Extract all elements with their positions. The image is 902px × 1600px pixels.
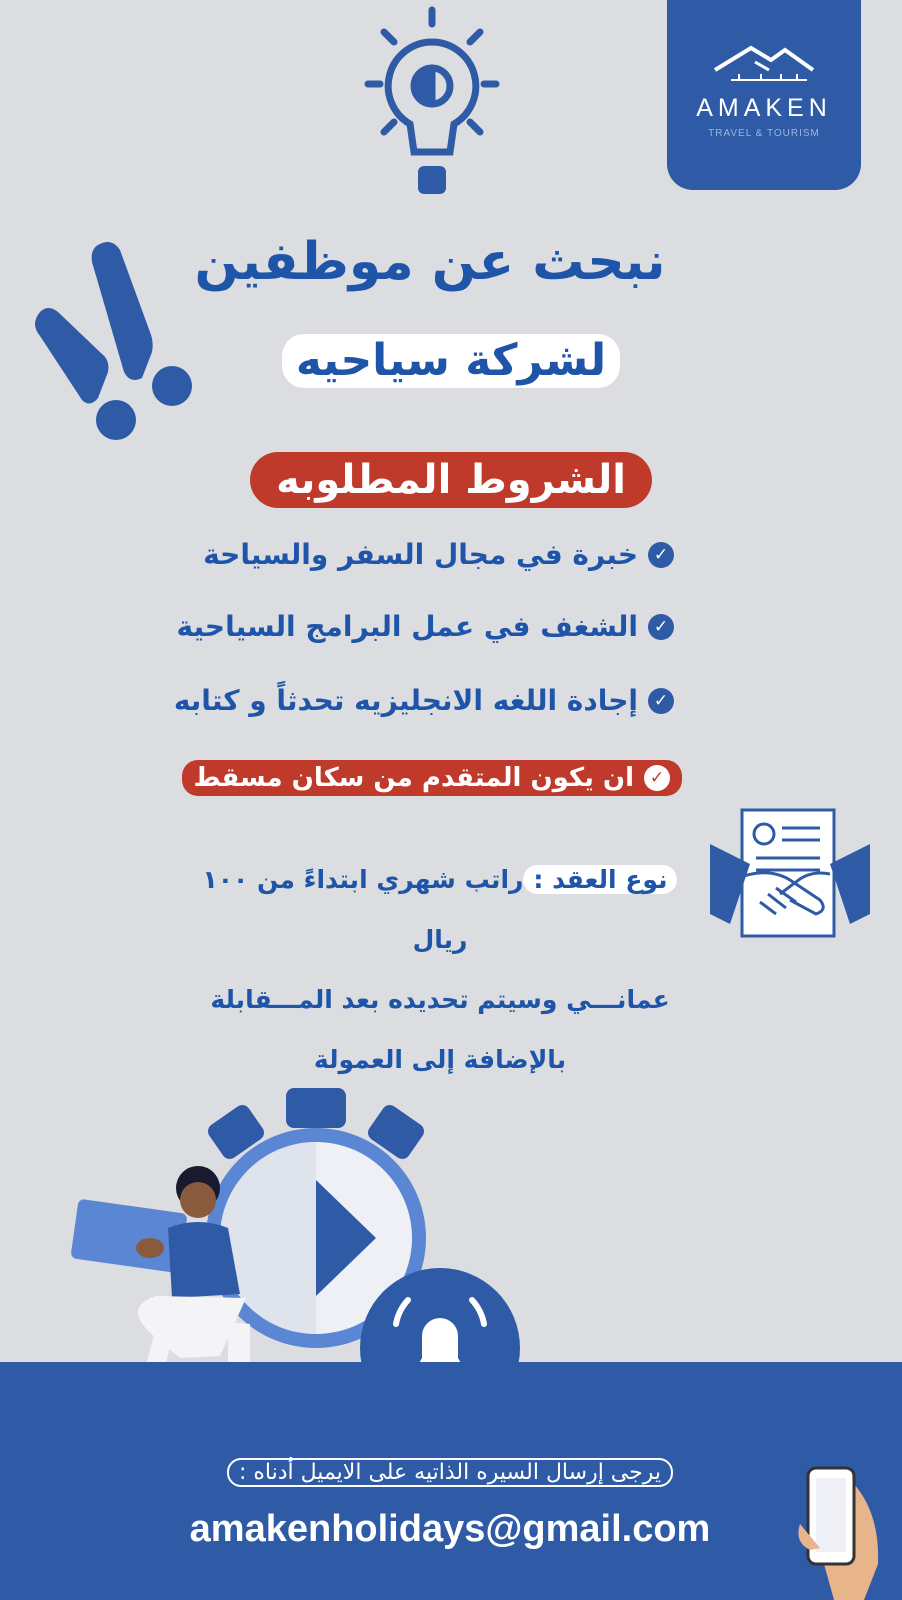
subtitle-wrap <box>0 334 902 388</box>
contract-line: بالإضافة إلى العمولة <box>313 1045 567 1074</box>
brand-name: AMAKEN <box>696 94 832 122</box>
conditions-wrap <box>0 452 902 508</box>
footer-instruction-text: يرجى إرسال السيره الذاتيه على الايميل أدناه : <box>227 1458 673 1487</box>
check-icon: ✓ <box>648 542 674 568</box>
requirement-item <box>176 610 674 643</box>
requirement-item-highlight <box>182 760 683 796</box>
brand-logo <box>667 0 861 190</box>
requirement-text: ان يكون المتقدم من سكان مسقط <box>193 763 634 793</box>
requirement-text: خبرة في مجال السفر والسياحة <box>203 538 638 571</box>
page-title: نبحث عن موظفين <box>194 232 666 292</box>
conditions-title: الشروط المطلوبه <box>250 452 652 508</box>
contract-info <box>190 850 690 1090</box>
brand-tagline: TRAVEL & TOURISM <box>708 128 820 139</box>
contract-line: راتب شهري ابتداءً من ١٠٠ ريال <box>202 865 524 954</box>
requirement-text: إجادة اللغه الانجليزيه تحدثاً و كتابه <box>173 684 638 717</box>
requirement-item <box>174 684 674 717</box>
phone-icon <box>794 1464 884 1600</box>
requirement-item <box>203 538 674 571</box>
contact-email[interactable]: amakenholidays@gmail.com <box>189 1508 711 1550</box>
requirement-text: الشغف في عمل البرامج السياحية <box>176 610 638 643</box>
handshake-contract-icon <box>710 804 870 964</box>
check-icon: ✓ <box>648 688 674 714</box>
contract-label: نوع العقد : <box>523 865 677 894</box>
check-icon: ✓ <box>644 765 670 791</box>
mountain-logo-icon <box>711 40 817 90</box>
page-subtitle: لشركة سياحيه <box>282 334 620 388</box>
lightbulb-gear-icon <box>340 2 500 202</box>
contract-line: عمانـــي وسيتم تحديده بعد المـــقابلة <box>210 985 670 1014</box>
check-icon: ✓ <box>648 614 674 640</box>
footer-instruction <box>150 1460 750 1485</box>
